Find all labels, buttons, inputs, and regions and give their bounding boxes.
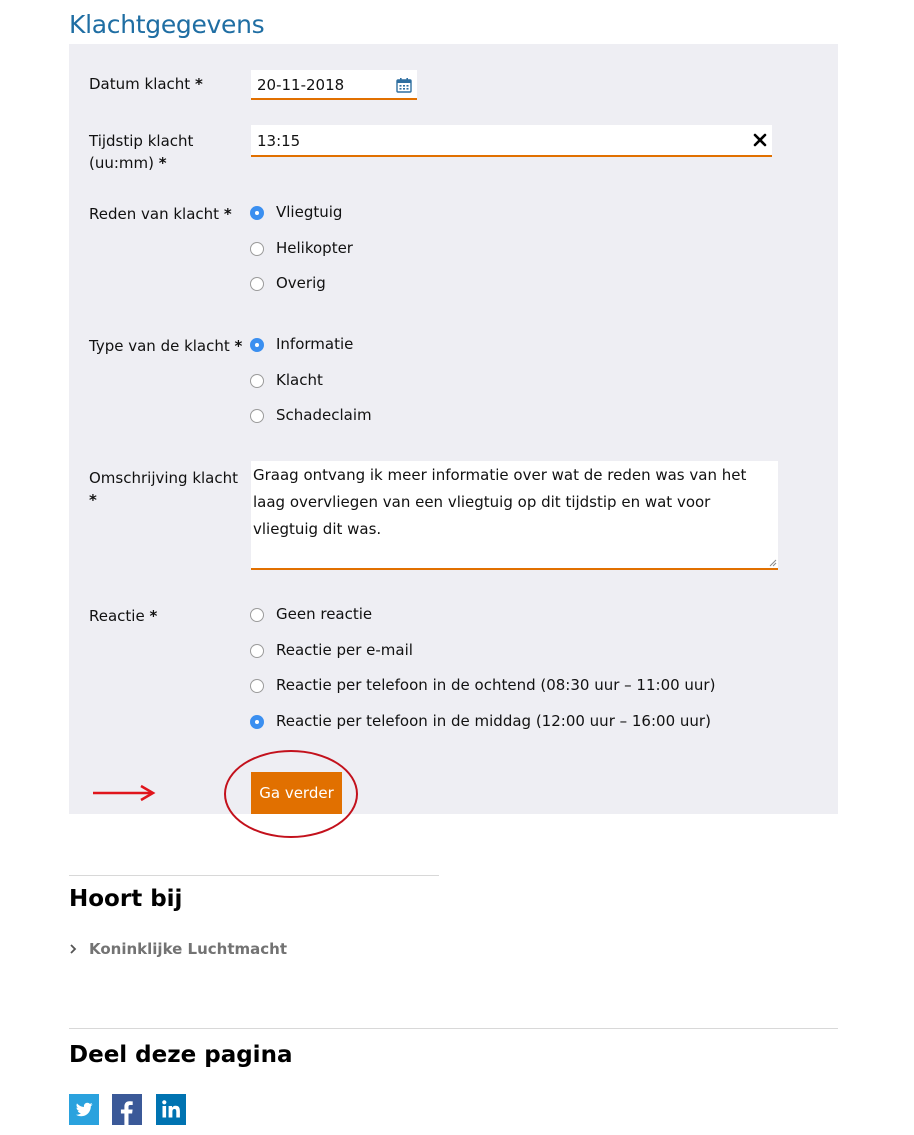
radio-button[interactable] xyxy=(250,608,264,622)
radio-button-checked[interactable] xyxy=(250,715,264,729)
type-option-klacht[interactable]: Klacht xyxy=(250,371,372,407)
calendar-icon[interactable] xyxy=(396,77,412,93)
radio-button[interactable] xyxy=(250,644,264,658)
related-heading: Hoort bij xyxy=(69,886,183,912)
reason-option-overig[interactable]: Overig xyxy=(250,274,353,310)
radio-button[interactable] xyxy=(250,409,264,423)
reason-option-vliegtuig[interactable]: Vliegtuig xyxy=(250,203,353,239)
share-heading: Deel deze pagina xyxy=(69,1042,293,1068)
response-option-phone-morning[interactable]: Reactie per telefoon in de ochtend (08:30 uur – 11:00 uur) xyxy=(250,676,715,712)
time-label: Tijdstip klacht (uu:mm) * xyxy=(89,132,194,172)
radio-button-checked[interactable] xyxy=(250,338,264,352)
reason-option-helikopter[interactable]: Helikopter xyxy=(250,239,353,275)
linkedin-icon xyxy=(156,1094,186,1125)
response-option-phone-afternoon[interactable]: Reactie per telefoon in de middag (12:00 uur – 16:00 uur) xyxy=(250,712,715,748)
reason-radio-group xyxy=(250,203,353,310)
description-field[interactable] xyxy=(251,461,778,570)
twitter-icon xyxy=(69,1094,99,1125)
date-field[interactable] xyxy=(251,70,417,100)
divider xyxy=(69,875,439,876)
section-title: Klachtgegevens xyxy=(69,10,265,39)
chevron-right-icon xyxy=(69,944,77,954)
time-field[interactable] xyxy=(251,125,772,157)
time-input[interactable] xyxy=(257,130,737,152)
date-input[interactable] xyxy=(257,74,387,96)
type-option-schadeclaim[interactable]: Schadeclaim xyxy=(250,406,372,442)
related-link-luchtmacht[interactable]: Koninklijke Luchtmacht xyxy=(69,940,287,958)
radio-button-checked[interactable] xyxy=(250,206,264,220)
radio-button[interactable] xyxy=(250,242,264,256)
facebook-icon xyxy=(112,1094,142,1125)
annotation-arrow-icon xyxy=(91,783,157,803)
description-label: Omschrijving klacht * xyxy=(89,469,239,509)
response-label: Reactie * xyxy=(89,607,158,625)
radio-button[interactable] xyxy=(250,679,264,693)
continue-button[interactable]: Ga verder xyxy=(251,772,342,814)
description-textarea[interactable] xyxy=(251,461,778,568)
response-option-email[interactable]: Reactie per e-mail xyxy=(250,641,715,677)
share-linkedin-button[interactable] xyxy=(156,1094,186,1125)
radio-button[interactable] xyxy=(250,277,264,291)
divider xyxy=(69,1028,838,1029)
complaint-form-panel xyxy=(69,44,838,814)
response-radio-group xyxy=(250,605,715,747)
type-option-informatie[interactable]: Informatie xyxy=(250,335,372,371)
type-radio-group xyxy=(250,335,372,442)
response-option-none[interactable]: Geen reactie xyxy=(250,605,715,641)
share-facebook-button[interactable] xyxy=(112,1094,142,1125)
reason-label: Reden van klacht * xyxy=(89,205,232,223)
radio-button[interactable] xyxy=(250,374,264,388)
close-icon[interactable] xyxy=(752,132,768,148)
date-label: Datum klacht * xyxy=(89,75,203,93)
share-twitter-button[interactable] xyxy=(69,1094,99,1125)
resize-handle-icon[interactable] xyxy=(769,559,777,567)
type-label: Type van de klacht * xyxy=(89,337,243,355)
